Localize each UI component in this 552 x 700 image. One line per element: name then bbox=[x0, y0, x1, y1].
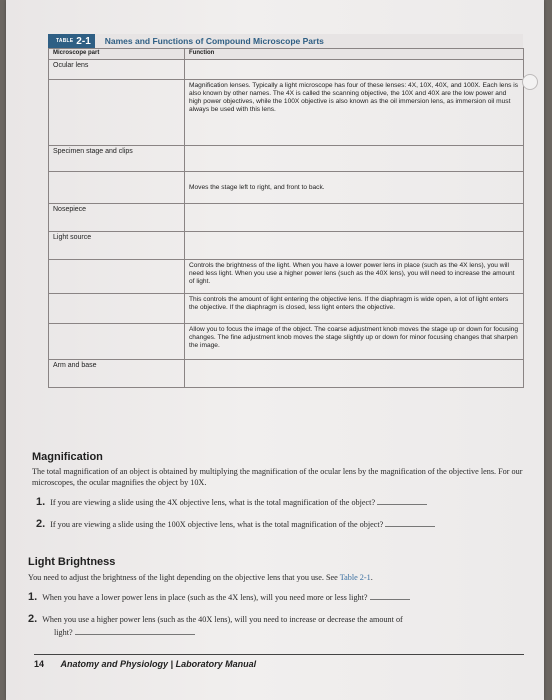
question-number: 1. bbox=[28, 591, 38, 603]
table-cell-part: Arm and base bbox=[49, 360, 185, 388]
page-number: 14 bbox=[34, 659, 45, 669]
magnification-paragraph: The total magnification of an object is obtained by multiplying the magnification of the ocular lens by the magnification of the objective lens. For our microscopes, the ocular magnifies the object by 10X. bbox=[32, 467, 523, 487]
microscope-parts-table bbox=[48, 48, 524, 388]
magnification-heading: Magnification bbox=[32, 451, 103, 463]
table-cell-part: Nosepiece bbox=[49, 204, 185, 232]
answer-blank[interactable] bbox=[370, 591, 410, 600]
paragraph-end: . bbox=[370, 573, 373, 582]
table-cell-function[interactable] bbox=[185, 60, 524, 80]
scroll-handle-icon[interactable] bbox=[522, 74, 538, 90]
question-number: 1. bbox=[36, 496, 46, 508]
question-number: 2. bbox=[36, 518, 46, 530]
book-title: Anatomy and Physiology | Laboratory Manual bbox=[60, 659, 257, 669]
table-cell-function: Controls the brightness of the light. When you have a lower power lens in place (such as the 4X lens), you will need less light. When you use a higher power lens (such as the 40X lens), you will need to increase the amount of light. bbox=[185, 260, 524, 294]
answer-blank[interactable] bbox=[377, 496, 427, 505]
question-text: When you have a lower power lens in place (such as the 4X lens), will you need more or less light? bbox=[42, 593, 368, 602]
magnification-question-2 bbox=[36, 518, 526, 531]
table-cell-part: Light source bbox=[49, 232, 185, 260]
light-question-2 bbox=[28, 613, 524, 639]
table-cell-function[interactable] bbox=[185, 360, 524, 388]
table-cell-part[interactable] bbox=[49, 294, 185, 324]
table-cell-part[interactable] bbox=[49, 80, 185, 146]
table-tag-label: TABLE bbox=[56, 38, 74, 44]
table-number: 2-1 bbox=[76, 35, 91, 47]
question-text-continued: light? bbox=[54, 628, 73, 637]
question-text: If you are viewing a slide using the 4X objective lens, what is the total magnification of the object? bbox=[50, 498, 376, 507]
question-text: When you use a higher power lens (such as the 40X lens), will you need to increase or decrease the amount of bbox=[42, 615, 403, 624]
light-brightness-paragraph bbox=[28, 573, 523, 584]
light-brightness-heading: Light Brightness bbox=[28, 556, 116, 568]
table-cell-function[interactable] bbox=[185, 204, 524, 232]
table-cell-part[interactable] bbox=[49, 172, 185, 204]
magnification-question-1 bbox=[36, 496, 526, 509]
table-reference-link[interactable]: Table 2-1 bbox=[339, 573, 371, 582]
table-cell-function[interactable] bbox=[185, 232, 524, 260]
table-cell-part[interactable] bbox=[49, 260, 185, 294]
light-question-1 bbox=[28, 591, 524, 604]
table-cell-function: Moves the stage left to right, and front to back. bbox=[185, 172, 524, 204]
column-header-function: Function bbox=[185, 49, 524, 60]
table-cell-function[interactable] bbox=[185, 146, 524, 172]
manual-page bbox=[6, 0, 544, 700]
table-cell-part: Ocular lens bbox=[49, 60, 185, 80]
table-cell-function: This controls the amount of light entering the objective lens. If the diaphragm is wide open, a lot of light enters the objective. If the diaphragm is closed, less light enters the objective. bbox=[185, 294, 524, 324]
question-number: 2. bbox=[28, 613, 38, 625]
table-title: Names and Functions of Compound Microscope Parts bbox=[104, 36, 324, 46]
table-cell-function: Allow you to focus the image of the object. The coarse adjustment knob moves the stage up or down for focusing changes. The fine adjustment knob moves the stage slightly up or down for minor focusing changes that sharpen the image. bbox=[185, 324, 524, 360]
table-tag bbox=[48, 34, 95, 48]
question-text: If you are viewing a slide using the 100X objective lens, what is the total magnification of the object? bbox=[50, 520, 384, 529]
answer-blank[interactable] bbox=[385, 518, 435, 527]
table-title-bar bbox=[48, 34, 523, 49]
table-cell-function: Magnification lenses. Typically a light microscope has four of these lenses: 4X, 10X, 40X, and 100X. Each lens is also known by other names. The 4X is called the scanning objective, the 10X and 40X are the low power and high power objectives, while the 100X objective is also known as the oil immersion lens, as immersion oil must always be used with this lens. bbox=[185, 80, 524, 146]
answer-blank[interactable] bbox=[75, 626, 195, 635]
page-footer bbox=[34, 654, 524, 669]
table-cell-part[interactable] bbox=[49, 324, 185, 360]
column-header-part: Microscope part bbox=[49, 49, 185, 60]
paragraph-text: You need to adjust the brightness of the light depending on the objective lens that you use. See bbox=[28, 573, 340, 582]
table-cell-part: Specimen stage and clips bbox=[49, 146, 185, 172]
